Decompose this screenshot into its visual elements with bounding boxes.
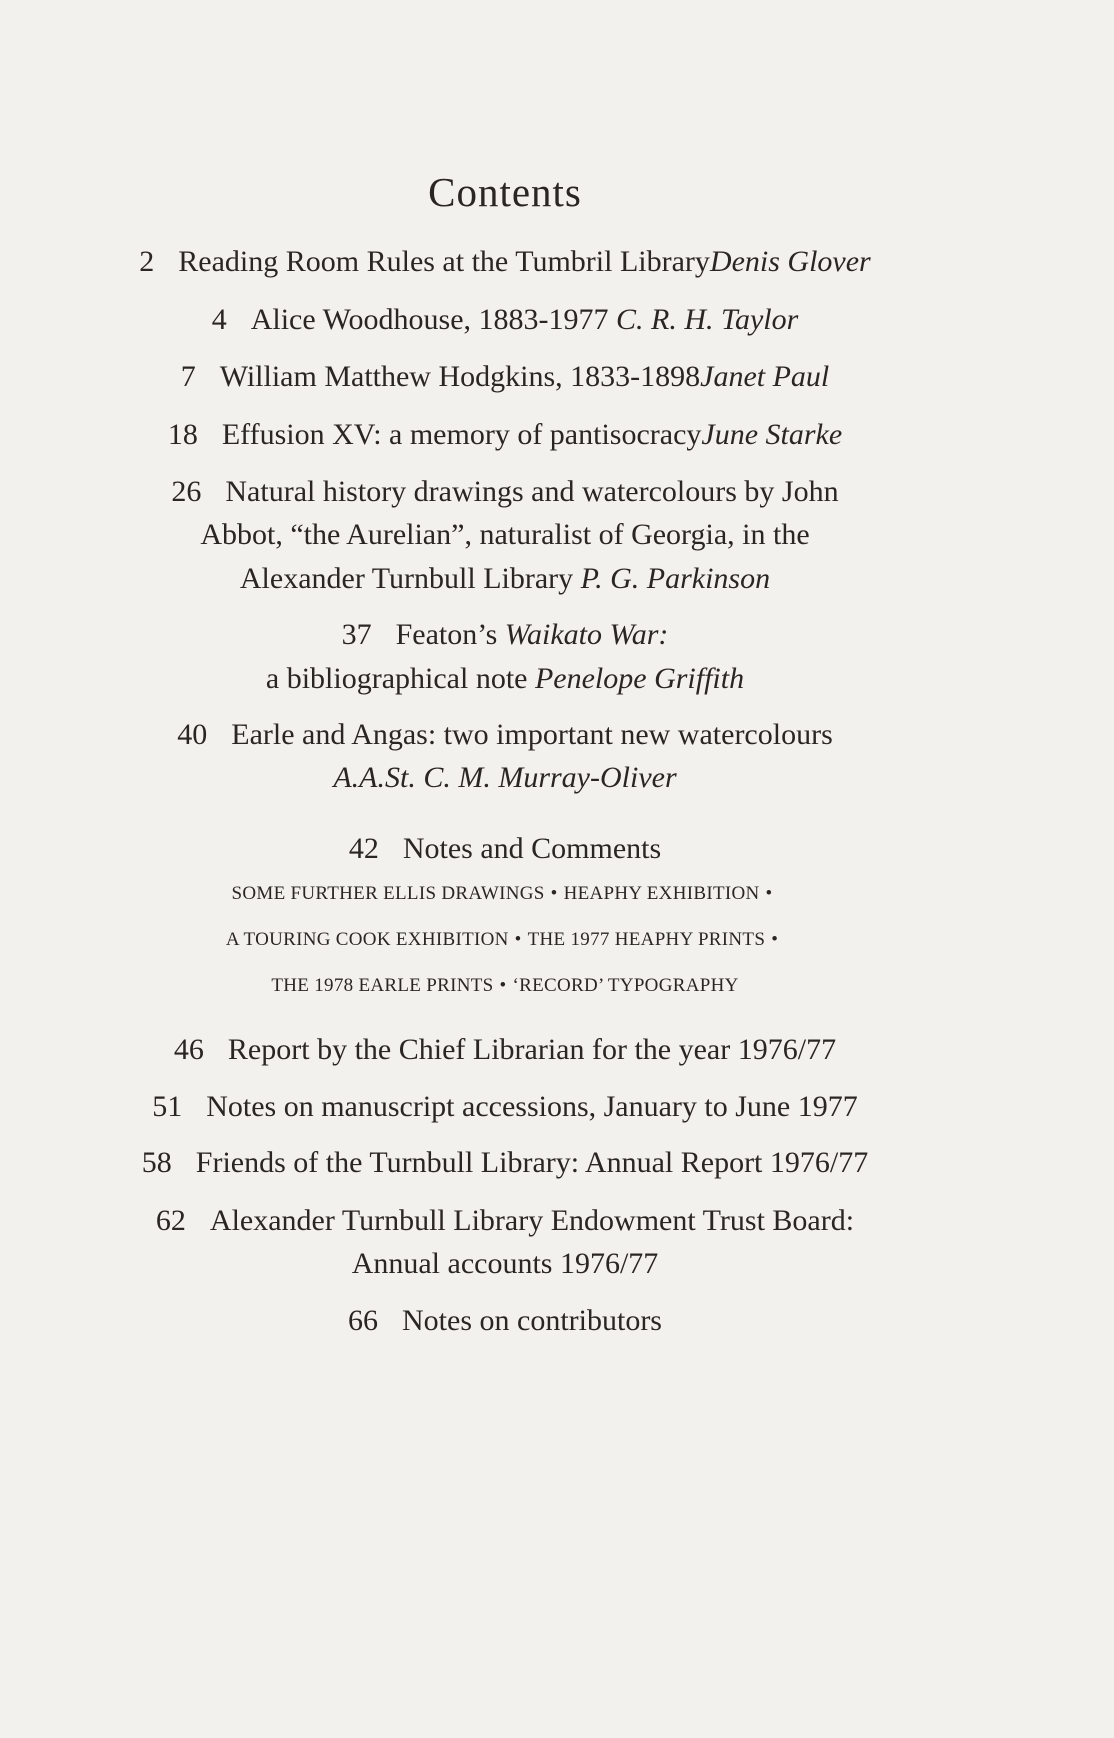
entry-title-italic: Waikato War: [504,618,669,651]
entry-title-line-1: Alexander Turnbull Library Endowment Trust Board: [209,1204,855,1237]
entry-title-line-2: Annual accounts 1976/77 [351,1247,659,1280]
page-number: 66 [348,1304,379,1337]
toc-entry [0,718,1010,752]
entry-author: A.A.St. C. M. Murray-Oliver [333,761,677,794]
entry-title-line-2: a bibliographical note [265,662,528,695]
entry-title: Effusion XV: a memory of pantisocracy [221,418,702,451]
page-number: 42 [348,832,379,865]
entry-title-line-1: Earle and Angas: two important new watercolours [231,718,833,751]
page-number: 40 [177,718,208,751]
page-number: 46 [173,1033,204,1066]
entry-title-line-1: Natural history drawings and watercolours by John [225,475,839,508]
bullet-separator: • [550,883,558,904]
page-number: 4 [211,303,227,336]
toc-entry-continuation [0,562,1010,596]
bullet-separator: • [499,975,507,996]
entry-title-line-2: Abbot, “the Aurelian”, naturalist of Georgia, in the [200,518,810,551]
page-number: 58 [141,1146,172,1179]
page-number: 37 [341,618,372,651]
entry-author: June Starke [701,418,843,451]
notes-items-line [0,883,1010,905]
toc-entry [0,360,1010,394]
toc-entry [0,303,1010,337]
entry-author: C. R. H. Taylor [616,303,799,336]
toc-entry [0,245,1010,279]
notes-item: HEAPHY EXHIBITION [563,883,760,904]
entry-author: P. G. Parkinson [580,562,771,595]
toc-entry-continuation [0,1247,1010,1281]
bullet-separator: • [765,883,773,904]
page-title: Contents [428,169,582,215]
entry-title: Notes on contributors [402,1304,662,1337]
notes-items-line [0,975,1010,997]
entry-title: Notes and Comments [402,832,662,865]
entry-title: Friends of the Turnbull Library: Annual Report 1976/77 [195,1146,869,1179]
toc-entry-continuation [0,662,1010,696]
entry-title: Report by the Chief Librarian for the year 1976/77 [227,1033,837,1066]
notes-item: THE 1977 HEAPHY PRINTS [527,929,766,950]
toc-entry [0,1033,1010,1067]
toc-entry [0,1304,1010,1338]
bullet-separator: • [771,929,779,950]
entry-title: Notes on manuscript accessions, January to June 1977 [206,1090,858,1123]
entry-author: Janet Paul [700,360,830,393]
toc-entry [0,1146,1010,1180]
toc-entry [0,832,1010,866]
entry-title-line-3: Alexander Turnbull Library [239,562,574,595]
entry-author: Penelope Griffith [534,662,745,695]
toc-entry-continuation [0,761,1010,795]
notes-item: ‘RECORD’ TYPOGRAPHY [512,975,739,996]
entry-author: Denis Glover [709,245,871,278]
toc-entry [0,618,1010,652]
page-number: 18 [167,418,198,451]
page-number: 51 [152,1090,183,1123]
toc-entry [0,1090,1010,1124]
page-number: 26 [171,475,202,508]
notes-item: THE 1978 EARLE PRINTS [271,975,494,996]
entry-title: Reading Room Rules at the Tumbril Library [178,245,710,278]
toc-entry [0,1204,1010,1238]
bullet-separator: • [514,929,522,950]
page-number: 7 [180,360,196,393]
toc-entry [0,475,1010,509]
toc-entry-continuation [0,518,1010,552]
page-number: 62 [155,1204,186,1237]
notes-item: A TOURING COOK EXHIBITION [225,929,509,950]
entry-title: William Matthew Hodgkins, 1833-1898 [219,360,701,393]
toc-entry [0,418,1010,452]
page-number: 2 [139,245,155,278]
entry-title: Alice Woodhouse, 1883-1977 [250,303,609,336]
notes-items-line [0,929,1010,951]
entry-title-line-1: Featon’s [395,618,498,651]
notes-item: SOME FURTHER ELLIS DRAWINGS [231,883,545,904]
